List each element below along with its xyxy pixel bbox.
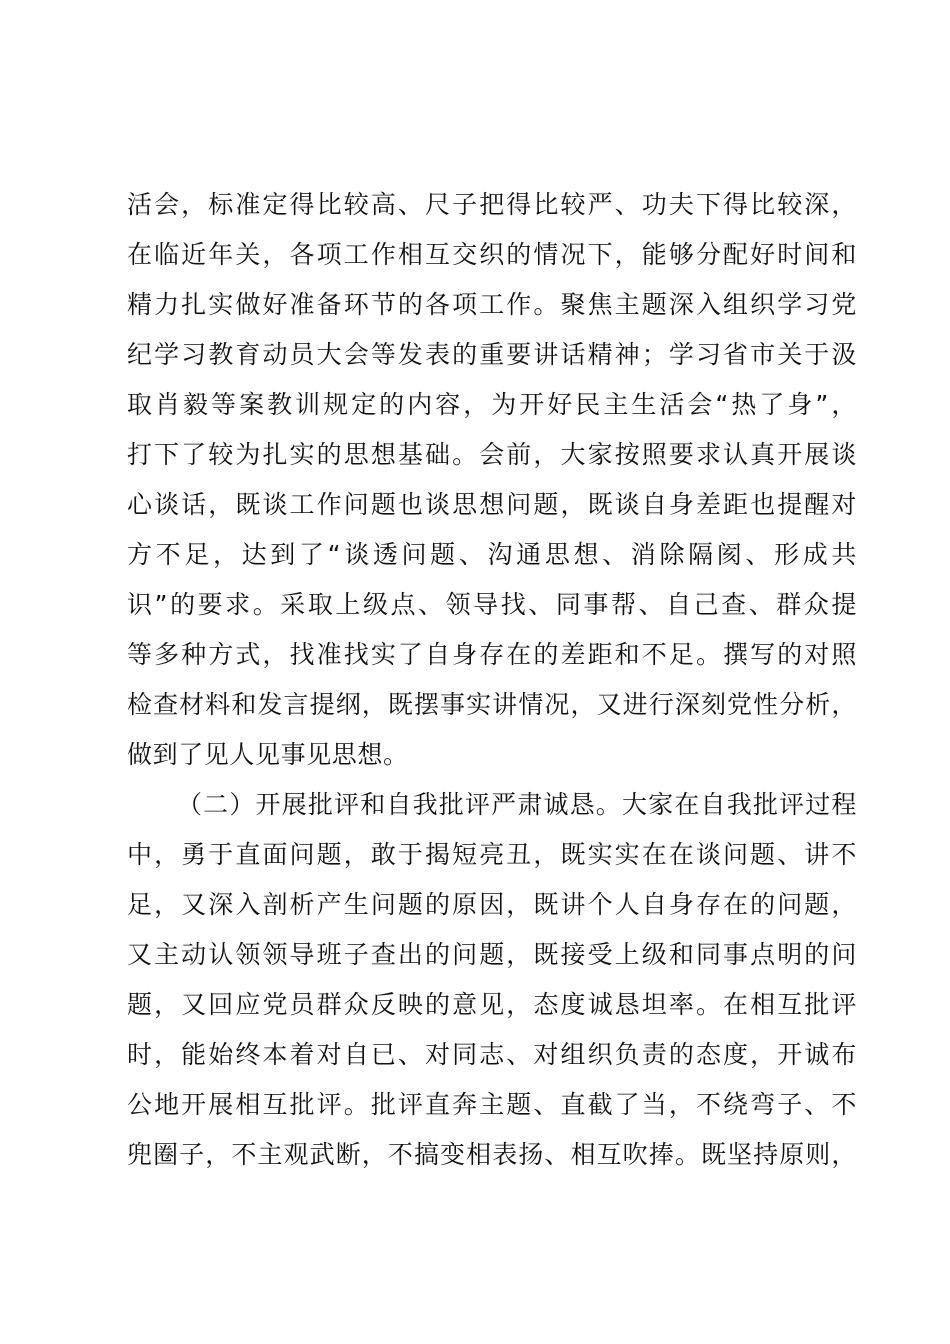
text-line: 又主动认领领导班子查出的问题，既接受上级和同事点明的问	[127, 940, 857, 969]
paragraph	[127, 180, 857, 780]
text-line: 题，又回应党员群众反映的意见，态度诚恳坦率。在相互批评	[127, 990, 857, 1019]
text-line: 精力扎实做好准备环节的各项工作。聚焦主题深入组织学习党	[127, 290, 857, 319]
text-line: 识”的要求。采取上级点、领导找、同事帮、自己查、群众提	[127, 590, 857, 619]
text-line: 公地开展相互批评。批评直奔主题、直截了当，不绕弯子、不	[127, 1090, 857, 1119]
text-line: （二）开展批评和自我批评严肃诚恳。大家在自我批评过程	[177, 790, 857, 819]
text-line: 兜圈子，不主观武断，不搞变相表扬、相互吹捧。既坚持原则，	[127, 1140, 857, 1169]
paragraph	[127, 780, 857, 1180]
text-line: 中，勇于直面问题，敢于揭短亮丑，既实实在在谈问题、讲不	[127, 840, 857, 869]
text-line: 活会，标准定得比较高、尺子把得比较严、功夫下得比较深，	[127, 190, 857, 219]
text-line: 检查材料和发言提纲，既摆事实讲情况，又进行深刻党性分析，	[127, 690, 857, 719]
text-line: 方不足，达到了“谈透问题、沟通思想、消除隔阂、形成共	[127, 540, 857, 569]
text-line: 打下了较为扎实的思想基础。会前，大家按照要求认真开展谈	[127, 440, 857, 469]
text-line: 做到了见人见事见思想。	[127, 740, 409, 769]
text-line: 取肖毅等案教训规定的内容，为开好民主生活会“热了身”，	[127, 390, 857, 419]
body-text	[127, 180, 857, 1180]
text-line: 足，又深入剖析产生问题的原因，既讲个人自身存在的问题，	[127, 890, 857, 919]
text-line: 等多种方式，找准找实了自身存在的差距和不足。撰写的对照	[127, 640, 857, 669]
text-line: 在临近年关，各项工作相互交织的情况下，能够分配好时间和	[127, 240, 857, 269]
text-line: 心谈话，既谈工作问题也谈思想问题，既谈自身差距也提醒对	[127, 490, 857, 519]
text-line: 纪学习教育动员大会等发表的重要讲话精神；学习省市关于汲	[127, 340, 857, 369]
text-line: 时，能始终本着对自已、对同志、对组织负责的态度，开诚布	[127, 1040, 857, 1069]
